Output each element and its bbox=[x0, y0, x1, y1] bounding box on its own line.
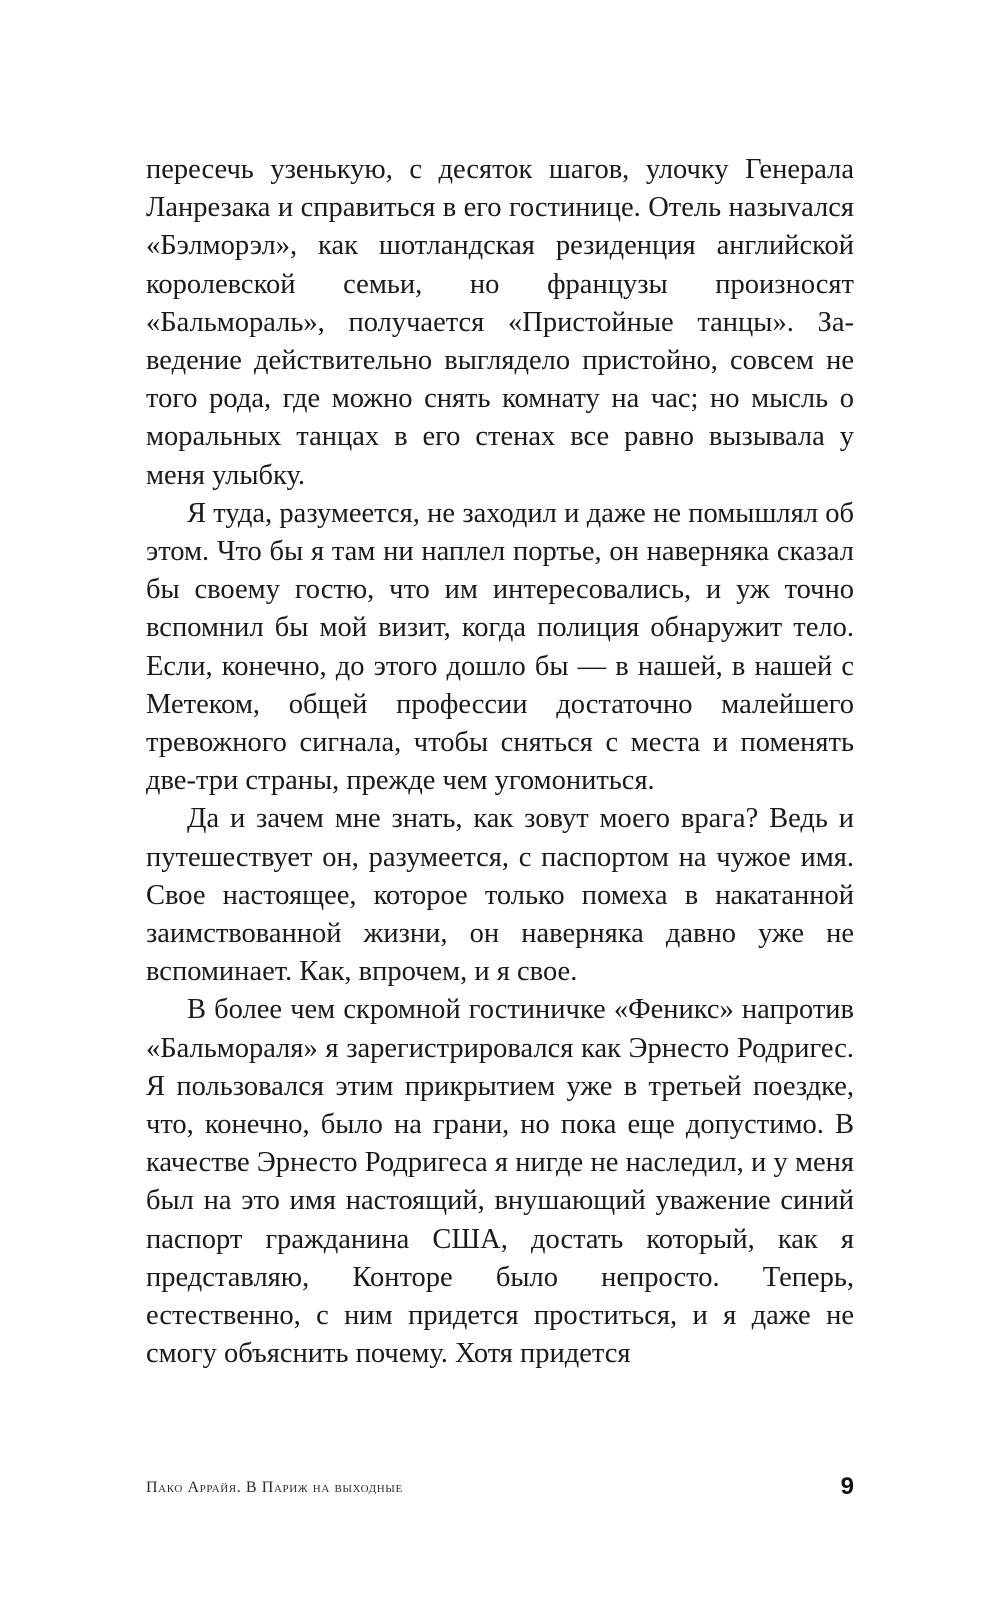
page-footer bbox=[146, 1473, 854, 1506]
body-text bbox=[146, 151, 854, 1374]
paragraph-4: В более чем скромной гостиничке «Феникс» напротив «Бальмораля» я зарегистрировался как Эрнесто Родригес. Я пользовался этим прикрытием уже в третьей поездке, что, конечно, было на грани, но пока еще допустимо. В качестве Эрнесто Родригеса я нигде не наследил, и у меня был на это имя настоящий, внушающий уважение синий паспорт гражданина США, достать который, как я представляю, Конторе было непросто. Теперь, естественно, с ним придется проститься, и я даже не смогу объяснить почему. Хотя придется bbox=[146, 994, 854, 1370]
paragraph-3: Да и зачем мне знать, как зовут моего врага? Ведь и путешествует он, разумеется, с паспортом на чужое имя. Свое настоящее, которое только помеха в накатанной заимствованной жизни, он наверняка давно уже не вспоминает. Как, впрочем, и я свое. bbox=[146, 803, 854, 988]
running-title: Пако Аррайя. В Париж на выходные bbox=[146, 1479, 403, 1496]
page-number: 9 bbox=[840, 1473, 854, 1500]
paragraph-2: Я туда, разумеется, не заходил и даже не помышлял об этом. Что бы я там ни наплел портье, он наверняка сказал бы своему гостю, что им интересовались, и уж точно вспомнил бы мой визит, когда полиция обнаружит тело. Если, конечно, до этого дошло бы — в нашей, в нашей с Метеком, общей профессии достаточно малейшего тревожного сигнала, чтобы сняться с места и поменять две-три страны, прежде чем угомониться. bbox=[146, 497, 854, 797]
paragraph-1: пересечь узенькую, с десяток шагов, улочку Генерала Ланрезака и справиться в его гостинице. Отель назыvался «Бэлморэл», как шотландская резиденция английской королевской семьи, но французы произносят «Бальмораль», получается «Пристойные танцы». Заведение действительно выглядело пристойно, совсем не того рода, где можно снять комнату на час; но мысль о моральных танцах в его стенах все равно вызывала у меня улыбку. bbox=[146, 154, 854, 491]
